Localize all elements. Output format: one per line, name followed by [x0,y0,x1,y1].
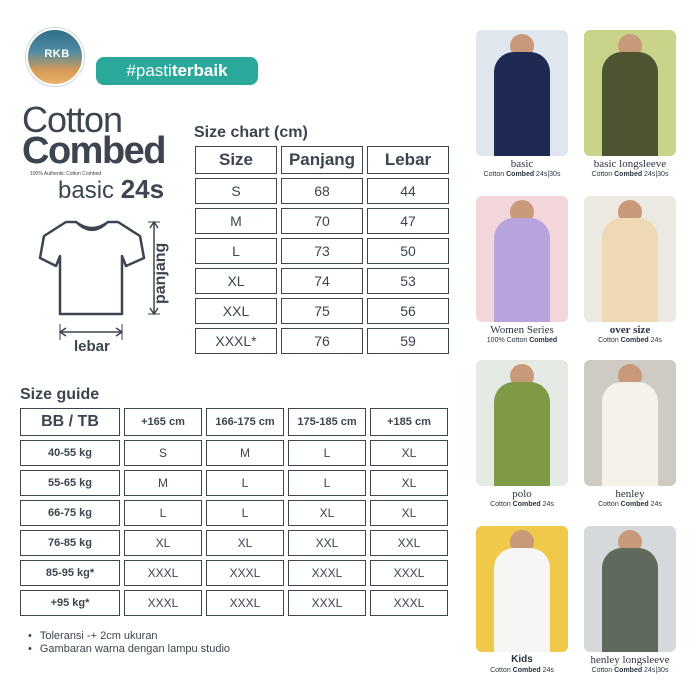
size-guide-row-label: 76-85 kg [20,530,120,556]
product-subtitle [584,666,676,676]
size-guide-cell: XXXL [288,560,366,586]
product-card-kids[interactable] [476,526,568,676]
size-guide-cell: XXXL [124,560,202,586]
product-card-polo[interactable] [476,360,568,510]
subtitle-bold: Combed [620,337,649,344]
subtitle-pre: Cotton [598,337,621,344]
size-chart-cell: 56 [367,298,449,324]
size-chart-cell: 73 [281,238,363,264]
size-chart-header: Panjang [281,146,363,174]
shirt-figure [602,52,658,156]
shirt-figure [602,382,658,486]
shirt-figure [494,218,550,322]
brand-logo-text: RKB [44,48,70,60]
size-guide-cell: M [206,440,284,466]
size-chart-cell: 68 [281,178,363,204]
size-guide-cell: XL [288,500,366,526]
size-guide-cell: L [288,440,366,466]
subtitle-pre: Cotton [490,667,513,674]
product-photo [584,526,676,652]
product-card-basic-longsleeve[interactable] [584,30,676,180]
product-photo [584,196,676,322]
shirt-figure [602,548,658,652]
product-card-henley[interactable] [584,360,676,510]
subtitle-bold: Combed [620,501,649,508]
shirt-figure [602,218,658,322]
product-subtitle [584,336,676,346]
product-card-henley-longsleeve[interactable] [584,526,676,676]
size-guide-cell: XXXL [370,560,448,586]
notes-list [28,630,230,656]
size-chart-cell: L [195,238,277,264]
size-guide-cell: L [124,500,202,526]
product-subtitle [476,666,568,676]
product-photo [584,30,676,156]
subtitle-pre: Cotton [591,171,615,178]
product-subtitle [476,336,568,346]
size-chart-cell: 70 [281,208,363,234]
size-guide-title: Size guide [20,386,100,403]
size-guide-header: BB / TB [20,408,120,436]
size-guide-header: 166-175 cm [206,408,284,436]
diagram-width-label: lebar [74,338,110,355]
note-item: • Gambaran warna dengan lampu studio [28,643,230,656]
subtitle-post: 24s|30s [534,171,561,178]
subtitle-post: 24s [648,501,662,508]
subtitle-post: 24s [540,501,554,508]
size-guide-cell: XXL [288,530,366,556]
size-guide-cell: L [206,500,284,526]
size-chart-cell: 59 [367,328,449,354]
size-chart-header: Lebar [367,146,449,174]
product-card-basic[interactable] [476,30,568,180]
size-guide-cell: L [288,470,366,496]
size-guide-header: 175-185 cm [288,408,366,436]
hashtag-badge [96,57,258,85]
size-guide-table [20,408,450,616]
product-card-women-series[interactable] [476,196,568,346]
subtitle-bold: Combed [512,667,541,674]
size-guide-cell: XXL [370,530,448,556]
size-guide-cell: XL [370,440,448,466]
size-guide-row-label: 40-55 kg [20,440,120,466]
size-chart-title: Size chart (cm) [194,124,308,141]
size-guide-cell: XL [370,500,448,526]
diagram-length-label: panjang [152,242,169,304]
size-guide-cell: XXXL [124,590,202,616]
product-subtitle [476,500,568,510]
hashtag-prefix: #pasti [126,61,172,80]
note-item: • Toleransi -+ 2cm ukuran [28,630,230,643]
subtitle-post: 24s|30s [642,171,669,178]
size-guide-row-label: 85-95 kg* [20,560,120,586]
variant-name: basic [58,177,115,204]
product-name: over size [609,324,651,336]
size-guide-cell: S [124,440,202,466]
size-guide-cell: M [124,470,202,496]
size-chart-header: Size [195,146,277,174]
subtitle-post: 24s [648,337,662,344]
size-guide-cell: L [206,470,284,496]
size-guide-row-label: +95 kg* [20,590,120,616]
product-photo [476,360,568,486]
size-guide-cell: XXXL [288,590,366,616]
size-chart-cell: 75 [281,298,363,324]
size-chart-cell: 74 [281,268,363,294]
subtitle-pre: Cotton [483,171,507,178]
title-cotton: Cotton [22,99,123,140]
size-guide-cell: XXXL [206,560,284,586]
size-guide-cell: XL [206,530,284,556]
tshirt-diagram-icon [36,218,166,348]
brand-logo [26,28,84,86]
size-chart-cell: XL [195,268,277,294]
title-combed: Combed [22,130,165,172]
subtitle-post: 24s [540,667,554,674]
subtitle-pre: Cotton [598,501,621,508]
subtitle-bold: Combed [614,667,643,674]
size-chart-cell: XXL [195,298,277,324]
size-chart-cell: 53 [367,268,449,294]
size-guide-cell: XL [124,530,202,556]
size-chart-cell: S [195,178,277,204]
hashtag-bold: terbaik [171,61,228,80]
shirt-figure [494,382,550,486]
product-subtitle [584,500,676,510]
size-guide-row-label: 66-75 kg [20,500,120,526]
subtitle-post: 24s|30s [642,667,669,674]
variant-size: 24s [120,174,165,204]
size-chart-table [195,146,453,354]
size-guide-cell: XL [370,470,448,496]
subtitle-bold: Combed [614,171,643,178]
product-card-oversize[interactable] [584,196,676,346]
size-guide-row-label: 55-65 kg [20,470,120,496]
product-name: basic longsleeve [593,158,667,170]
subtitle-bold: Combed [512,501,541,508]
product-name: basic [510,158,534,170]
subtitle-pre: Cotton [490,501,513,508]
size-chart-cell: 50 [367,238,449,264]
product-subtitle [584,170,676,180]
subtitle-pre: Cotton [591,667,615,674]
size-chart-cell: M [195,208,277,234]
product-name: henley longsleeve [590,654,670,666]
size-chart-cell: 76 [281,328,363,354]
size-guide-cell: XXXL [206,590,284,616]
product-photo [476,30,568,156]
product-photo [476,526,568,652]
product-name: Women Series [490,324,554,336]
size-guide-header: +165 cm [124,408,202,436]
product-name: Kids [511,654,533,665]
product-photo [476,196,568,322]
size-chart-cell: 47 [367,208,449,234]
subtitle-bold: Combed [506,171,535,178]
product-photo [584,360,676,486]
product-name: henley [615,488,645,500]
subtitle-pre: 100% Cotton [486,337,530,344]
size-chart-cell: 44 [367,178,449,204]
size-guide-header: +185 cm [370,408,448,436]
size-chart-cell: XXXL* [195,328,277,354]
title-authentic: 100% Authentic Cotton Combed [30,171,102,177]
title-variant [58,176,164,204]
shirt-figure [494,52,550,156]
shirt-figure [494,548,550,652]
subtitle-bold: Combed [529,337,558,344]
product-subtitle [476,170,568,180]
size-guide-cell: XXXL [370,590,448,616]
product-name: polo [512,488,532,500]
